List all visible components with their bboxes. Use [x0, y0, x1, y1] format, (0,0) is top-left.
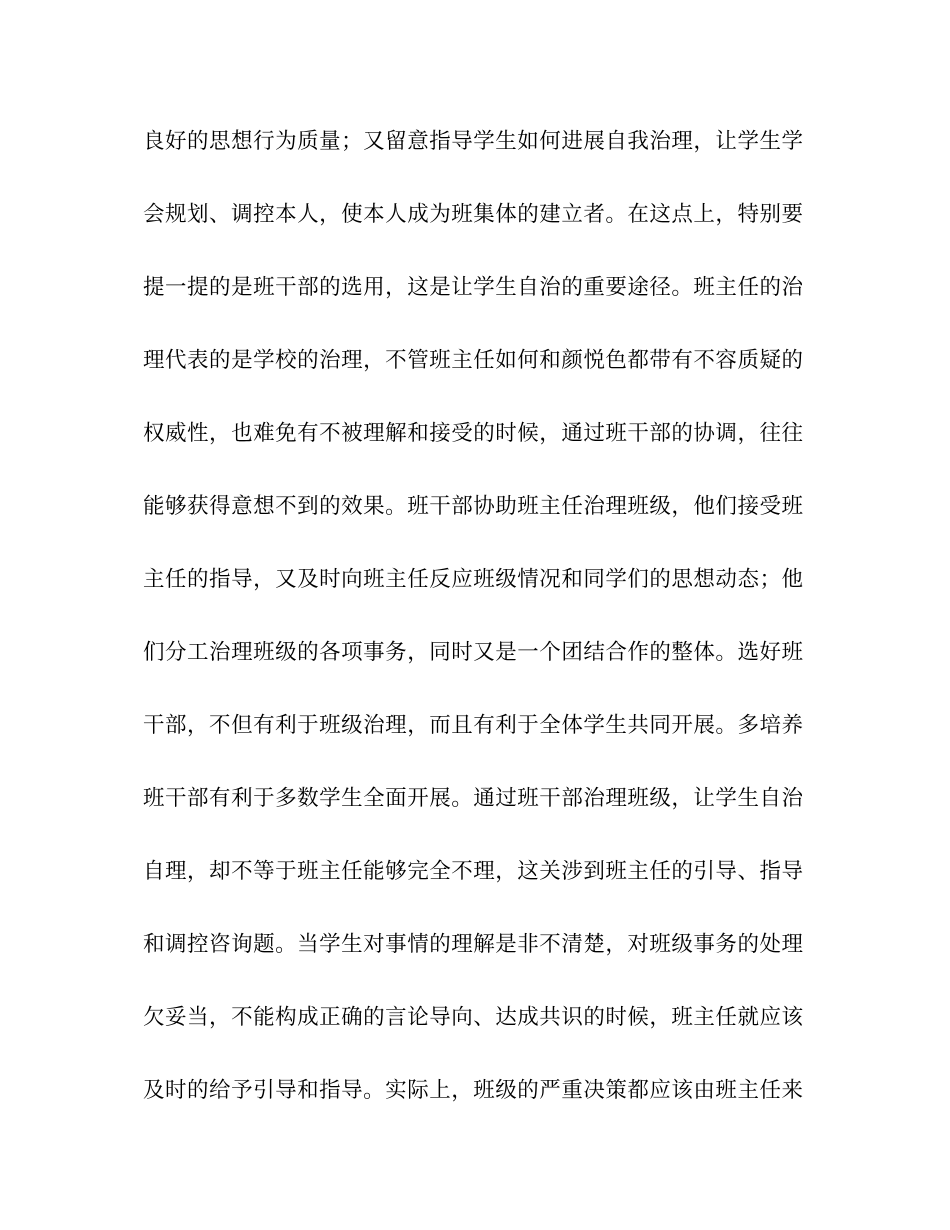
text-line: 干部，不但有利于班级治理，而且有利于全体学生共同开展。多培养: [143, 713, 803, 738]
text-line: 自理，却不等于班主任能够完全不理，这关涉到班主任的引导、指导: [143, 859, 803, 884]
text-line: 们分工治理班级的各项事务，同时又是一个团结合作的整体。选好班: [143, 640, 803, 665]
body-text: [143, 122, 803, 1144]
text-line: 及时的给予引导和指导。实际上，班级的严重决策都应该由班主任来: [143, 1078, 803, 1103]
text-line: 能够获得意想不到的效果。班干部协助班主任治理班级，他们接受班: [143, 494, 803, 519]
text-line: 和调控咨询题。当学生对事情的理解是非不清楚，对班级事务的处理: [143, 932, 803, 957]
text-line: 良好的思想行为质量；又留意指导学生如何进展自我治理，让学生学: [143, 129, 803, 154]
text-line: 权威性，也难免有不被理解和接受的时候，通过班干部的协调，往往: [143, 421, 803, 446]
text-line: 主任的指导，又及时向班主任反应班级情况和同学们的思想动态；他: [143, 567, 803, 592]
text-line: 会规划、调控本人，使本人成为班集体的建立者。在这点上，特别要: [143, 202, 803, 227]
text-line: 班干部有利于多数学生全面开展。通过班干部治理班级，让学生自治: [143, 786, 803, 811]
text-line: 欠妥当，不能构成正确的言论导向、达成共识的时候，班主任就应该: [143, 1005, 803, 1030]
text-line: 理代表的是学校的治理，不管班主任如何和颜悦色都带有不容质疑的: [143, 348, 803, 373]
text-line: 提一提的是班干部的选用，这是让学生自治的重要途径。班主任的治: [143, 275, 803, 300]
